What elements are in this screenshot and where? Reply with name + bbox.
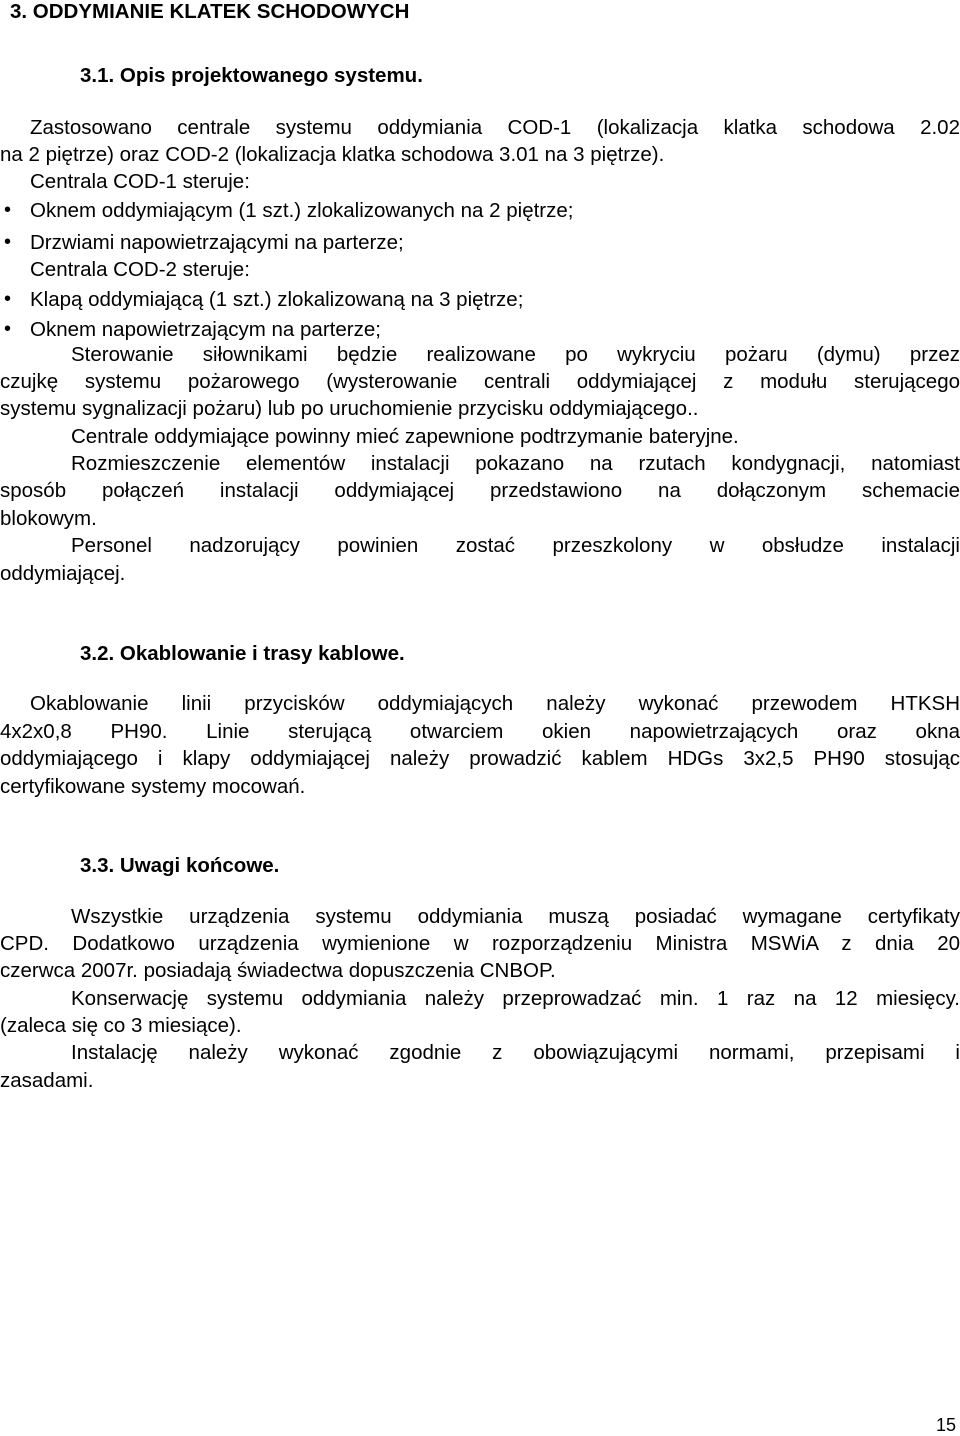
cod1-item-1: Oknem oddymiającym (1 szt.) zlokalizowanych na 2 piętrze; — [30, 199, 574, 222]
section-3-p3-line2: zasadami. — [0, 1069, 94, 1092]
section-1-p4-line1: Personel nadzorujący powinien zostać przeszkolony w obsłudze instalacji — [71, 534, 960, 557]
section-3-p3-line1: Instalację należy wykonać zgodnie z obowiązującymi normami, przepisami i — [71, 1041, 960, 1064]
bullet-icon: • — [4, 288, 12, 310]
section-2-line4: certyfikowane systemy mocowań. — [0, 775, 306, 798]
section-3-p1-line3: czerwca 2007r. posiadają świadectwa dopuszczenia CNBOP. — [0, 959, 556, 982]
section-2-line2: 4x2x0,8 PH90. Linie sterującą otwarciem okien napowietrzających oraz okna — [0, 720, 960, 743]
section-1-intro-line2: na 2 piętrze) oraz COD-2 (lokalizacja klatka schodowa 3.01 na 3 piętrze). — [0, 143, 665, 166]
bullet-icon: • — [4, 199, 12, 221]
section-3-p2-line1: Konserwację systemu oddymiania należy przeprowadzać min. 1 raz na 12 miesięcy. — [71, 987, 960, 1010]
main-heading: 3. ODDYMIANIE KLATEK SCHODOWYCH — [10, 0, 410, 23]
cod1-label: Centrala COD-1 steruje: — [30, 170, 250, 193]
page-number: 15 — [936, 1415, 957, 1435]
bullet-icon: • — [4, 231, 12, 253]
section-3-p2-line2: (zaleca się co 3 miesiące). — [0, 1014, 242, 1037]
cod2-item-2: Oknem napowietrzającym na parterze; — [30, 318, 381, 341]
section-3-p1-line1: Wszystkie urządzenia systemu oddymiania muszą posiadać wymagane certyfikaty — [71, 905, 960, 928]
section-3-title: 3.3. Uwagi końcowe. — [80, 854, 280, 877]
section-2-line3: oddymiającego i klapy oddymiającej należy prowadzić kablem HDGs 3x2,5 PH90 stosując — [0, 747, 960, 770]
section-1-p3-line2: sposób połączeń instalacji oddymiającej przedstawiono na dołączonym schemacie — [0, 479, 960, 502]
section-1-title: 3.1. Opis projektowanego systemu. — [80, 64, 423, 87]
cod1-item-2: Drzwiami napowietrzającymi na parterze; — [30, 231, 404, 254]
section-1-intro-line1: Zastosowano centrale systemu oddymiania COD-1 (lokalizacja klatka schodowa 2.02 — [30, 116, 960, 139]
section-1-p1-line2: czujkę systemu pożarowego (wysterowanie centrali oddymiającej z modułu sterującego — [0, 370, 960, 393]
cod2-label: Centrala COD-2 steruje: — [30, 258, 250, 281]
section-2-line1: Okablowanie linii przycisków oddymiających należy wykonać przewodem HTKSH — [30, 692, 960, 715]
section-1-p1-line1: Sterowanie siłownikami będzie realizowane po wykryciu pożaru (dymu) przez — [71, 343, 960, 366]
section-2-title: 3.2. Okablowanie i trasy kablowe. — [80, 642, 405, 665]
section-1-p4-line2: oddymiającej. — [0, 562, 126, 585]
section-3-p1-line2: CPD. Dodatkowo urządzenia wymienione w rozporządzeniu Ministra MSWiA z dnia 20 — [0, 932, 960, 955]
cod2-item-1: Klapą oddymiającą (1 szt.) zlokalizowaną na 3 piętrze; — [30, 288, 524, 311]
bullet-icon: • — [4, 318, 12, 340]
section-1-p2: Centrale oddymiające powinny mieć zapewnione podtrzymanie bateryjne. — [71, 425, 739, 448]
section-1-p3-line3: blokowym. — [0, 507, 97, 530]
section-1-p3-line1: Rozmieszczenie elementów instalacji pokazano na rzutach kondygnacji, natomiast — [71, 452, 960, 475]
section-1-p1-line3: systemu sygnalizacji pożaru) lub po uruchomienie przycisku oddymiającego.. — [0, 397, 699, 420]
